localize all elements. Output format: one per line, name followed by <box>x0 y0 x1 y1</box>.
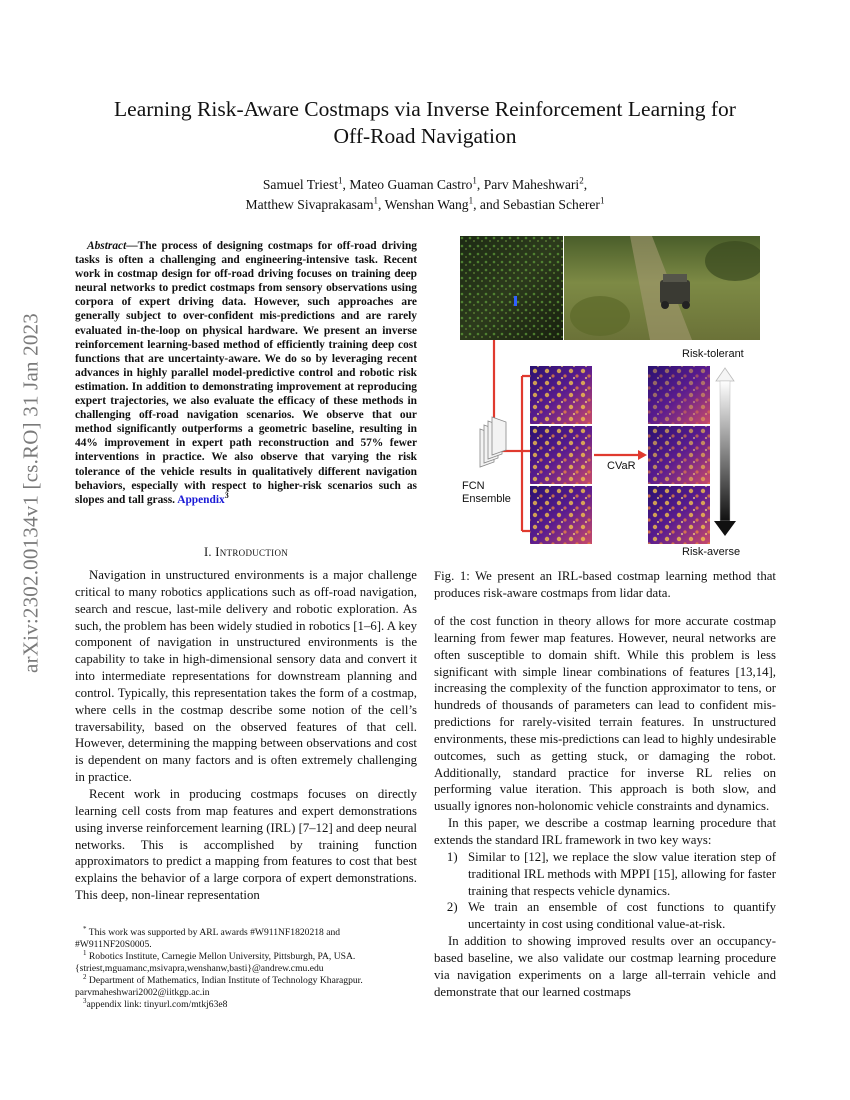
cvar-arrow <box>638 450 647 460</box>
right-column-body <box>434 613 776 1000</box>
figure-graphic <box>460 236 760 558</box>
arxiv-id: arXiv:2302.00134v1 [cs.RO] 31 Jan 2023 <box>18 313 43 673</box>
author-name: and Sebastian Scherer <box>479 197 600 212</box>
footnotes <box>75 924 417 1011</box>
fcn-label-line-2: Ensemble <box>462 493 511 505</box>
author-affiliation: 1 <box>338 175 343 186</box>
paragraph: Recent work in producing costmaps focuses on directly learning cell costs from map features and expert demonstrations using inverse reinforcement learning (IRL) [7–12] and deep neural networks. This is accomplished by training function approximators to predict a mapping from features to cost that best explains the behavior of a large corpora of expert demonstrations. This deep, non-linear representation <box>75 786 417 903</box>
author-list <box>90 175 760 215</box>
risk-tolerant-label: Risk-tolerant <box>682 348 744 360</box>
fcn-ensemble-icon <box>480 417 506 467</box>
author-name: Mateo Guaman Castro <box>349 177 473 192</box>
paragraph: of the cost function in theory allows for more accurate costmap learning from fewer map features. However, neural networks are often susceptible to domain shift. While this problem is less significant with simple linear combinations of features [13,14], increasing the complexity of the function approximator to tens, or hundreds of thousands of parameters can lead to confident mis-predictions for rarely-visited terrain features. In unstructured environments, these mis-predictions can lead to highly undesirable outcomes, such as getting stuck, or damaging the robot. Additionally, standard practice for inverse RL relies on performing value iteration. This approach is both slow, and usually ignores non-holonomic vehicle constraints and dynamics. <box>434 614 776 814</box>
author-name: Samuel Triest <box>262 177 339 192</box>
list-item: 2. We train an ensemble of cost functions to quantify uncertainty in cost using conditional value-at-risk. <box>464 899 776 933</box>
footnote: $^2$ Department of Mathematics, Indian Institute of Technology Kharagpur. parvmaheshwari2002@iitkgp.ac.in <box>75 972 363 998</box>
atv-vehicle <box>660 280 690 304</box>
author-affiliation: 1 <box>373 195 379 206</box>
author-name: Matthew Sivaprakasam <box>245 197 374 212</box>
section-title: Introduction <box>215 545 289 559</box>
figure-1 <box>460 236 760 558</box>
author-affiliation: 2 <box>579 175 584 186</box>
figure-caption: Fig. 1: We present an IRL-based costmap learning method that produces risk-aware costmaps from lidar data. <box>434 569 776 600</box>
abstract <box>75 239 417 507</box>
paragraph: In this paper, we describe a costmap learning procedure that extends the standard IRL framework in two key ways: <box>434 816 776 847</box>
paragraph: Navigation in unstructured environments is a major challenge critical to many robotics applications such as off-road navigation, search and rescue, last-mile delivery and robotic exploration. As such, the problem has been widely studied in robotics [1–6]. A key component of navigation in unstructured environments is the capability to take in high-dimensional sensory data and convert it into intermediate representations for downstream planning and control. Typically, this representation takes the form of a costmap, where cells in the costmap describe some notion of the cell’s traversability, based on the observed features of that cell. However, determining the mapping between observations and cost is dependent on many factors and is often extremely challenging in practice. <box>75 568 417 785</box>
appendix-link[interactable]: Appendix <box>177 493 225 506</box>
contribution-list <box>434 849 776 933</box>
authors-line-1: Samuel Triest$^1$, Mateo Guaman Castro$^1$, Parv Maheshwari$^2$, <box>262 175 588 192</box>
title-line-1: Learning Risk-Aware Costmaps via Inverse Reinforcement Learning for <box>114 97 736 121</box>
author-affiliation: 1 <box>599 195 605 206</box>
arxiv-sidebar <box>14 283 48 703</box>
section-number: I. <box>203 545 212 559</box>
title-line-2: Off-Road Navigation <box>333 124 517 148</box>
fcn-label-line-1: FCN <box>462 480 485 492</box>
abstract-dash: — <box>126 240 138 252</box>
cvar-label: CVaR <box>607 460 636 472</box>
appendix-footnote-mark: 3 <box>224 490 229 500</box>
paragraph: In addition to showing improved results over an occupancy-based baseline, we also validate our costmap learning procedure via navigation experiments on a large all-terrain vehicle and demonstrate that our learned costmaps <box>434 934 776 999</box>
abstract-text: The process of designing costmaps for off-road driving tasks is often a challenging and engineering-intensive task. Recent work in costmap design for off-road driving focuses on training deep neural networks to predict costmaps from sensory observations using corpora of expert driving data. However, such approaches are generally subject to over-confident mis-predictions and are rarely evaluated in-the-loop on physical hardware. We present an inverse reinforcement learning-based method of efficiently training deep cost functions that are uncertainty-aware. We do so by leveraging recent advances in highly parallel model-predictive control and robotic risk estimation. In addition to demonstrating improvement at reproducing expert trajectories, we also evaluate the efficacy of these methods in challenging off-road navigation scenarios. We observe that our method significantly outperforms a geometric baseline, resulting in 44% improvement in expert path reconstruction and 57% fewer interventions in practice. We also observe that varying the risk tolerance of the vehicle results in qualitatively different navigation behaviors, especially with respect to higher-risk scenarios such as slopes and tall grass. <box>75 240 417 506</box>
left-column-body <box>75 567 417 904</box>
risk-averse-label: Risk-averse <box>682 546 741 558</box>
footnote: $^3$appendix link: tinyurl.com/mtkj63e8 <box>83 996 228 1010</box>
author-name: Wenshan Wang <box>384 197 469 212</box>
footnote: * This work was supported by ARL awards #W911NF1820218 and #W911NF20S0005. <box>75 924 341 950</box>
list-item: 1. Similar to [12], we replace the slow value iteration step of traditional IRL methods with MPPI [15], allowing for faster training that respects vehicle dynamics. <box>464 849 776 900</box>
risk-costmaps <box>648 366 710 544</box>
footnote: $^1$ Robotics Institute, Carnegie Mellon University, Pittsburgh, PA, USA. {striest,mguamanc,msivapra,wenshanw,basti}@andrew.cmu.edu <box>75 948 356 974</box>
risk-gradient-arrow <box>714 368 736 536</box>
ensemble-costmaps <box>530 366 592 544</box>
author-name: Parv Maheshwari <box>483 177 580 192</box>
abstract-label: Abstract <box>87 240 127 252</box>
authors-line-2: Matthew Sivaprakasam$^1$, Wenshan Wang$^1$, and Sebastian Scherer$^1$ <box>245 195 605 212</box>
author-affiliation: 1 <box>468 195 474 206</box>
fcn-ensemble-label <box>462 480 511 506</box>
paper-title <box>60 96 790 150</box>
section-heading <box>75 545 417 560</box>
author-affiliation: 1 <box>472 175 477 186</box>
